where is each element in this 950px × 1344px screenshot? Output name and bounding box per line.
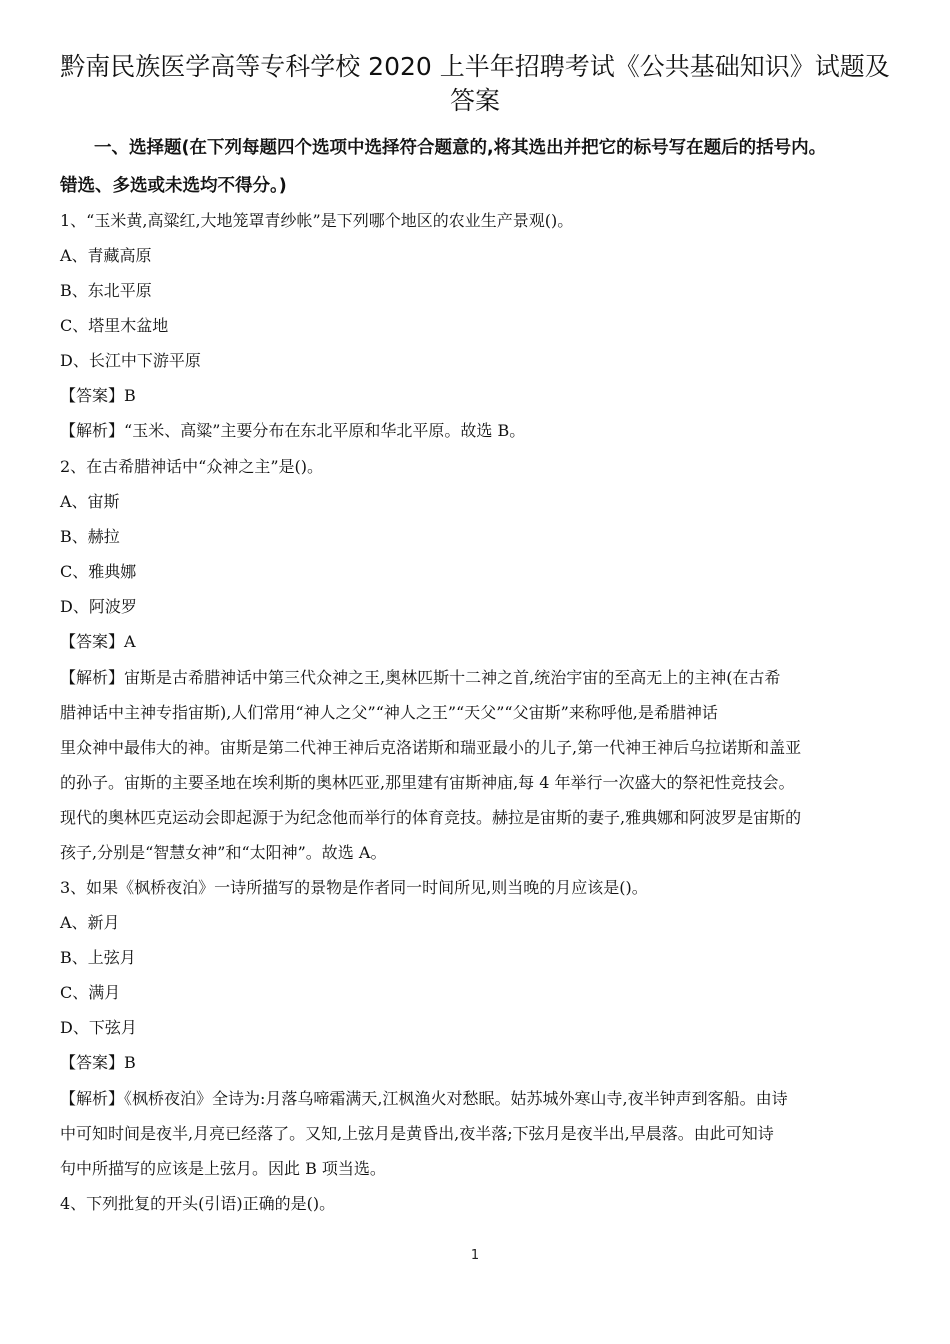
analysis-row: 【解析】宙斯是古希腊神话中第三代众神之王,奥林匹斯十二神之首,统治宇宙的至高无上的主神(在古希 bbox=[60, 668, 781, 687]
question-3-answer bbox=[60, 1052, 900, 1074]
section-heading-line-2: 错选、多选或未选均不得分。) bbox=[60, 176, 287, 196]
question-3-option-c: C、满月 bbox=[60, 983, 121, 1002]
question-2-analysis bbox=[60, 660, 902, 870]
question-1-answer bbox=[60, 385, 900, 407]
title-line-2: 答案 bbox=[449, 86, 500, 115]
answer-value: B bbox=[124, 386, 136, 405]
answer-value: B bbox=[124, 1053, 136, 1072]
question-3-option-d: D、下弦月 bbox=[60, 1018, 137, 1037]
title-line-1: 黔南民族医学高等专科学校 2020 上半年招聘考试《公共基础知识》试题及 bbox=[60, 52, 890, 81]
analysis-row: 【解析】《枫桥夜泊》全诗为:月落乌啼霜满天,江枫渔火对愁眠。姑苏城外寒山寺,夜半钟声到客船。由诗 bbox=[60, 1089, 788, 1108]
question-3-option-a: A、新月 bbox=[60, 913, 120, 932]
section-heading bbox=[60, 131, 900, 165]
analysis-row: 现代的奥林匹克运动会即起源于为纪念他而举行的体育竞技。赫拉是宙斯的妻子,雅典娜和阿波罗是宙斯的 bbox=[60, 808, 802, 827]
question-1-option-a: A、青藏高原 bbox=[60, 246, 152, 265]
analysis-row: 里众神中最伟大的神。宙斯是第二代神王神后克洛诺斯和瑞亚最小的儿子,第一代神王神后乌拉诺斯和盖亚 bbox=[60, 738, 802, 757]
question-4-stem: 4、下列批复的开头(引语)正确的是()。 bbox=[60, 1194, 336, 1213]
question-3-stem: 3、如果《枫桥夜泊》一诗所描写的景物是作者同一时间所见,则当晚的月应该是()。 bbox=[60, 878, 648, 897]
question-2-option-a: A、宙斯 bbox=[60, 492, 120, 511]
question-1-option-b: B、东北平原 bbox=[60, 281, 152, 300]
analysis-row: 句中所描写的应该是上弦月。因此 B 项当选。 bbox=[60, 1159, 386, 1178]
question-1-stem: 1、“玉米黄,高粱红,大地笼罩青纱帐”是下列哪个地区的农业生产景观()。 bbox=[60, 211, 574, 230]
analysis-row: 中可知时间是夜半,月亮已经落了。又知,上弦月是黄昏出,夜半落;下弦月是夜半出,早晨落。由此可知诗 bbox=[60, 1124, 774, 1143]
question-1-analysis bbox=[60, 420, 900, 442]
page-number: 1 bbox=[470, 1248, 480, 1263]
analysis-row: 腊神话中主神专指宙斯),人们常用“神人之父”“神人之王”“天父”“父宙斯”来称呼他,是希腊神话 bbox=[60, 703, 718, 722]
question-1-option-c: C、塔里木盆地 bbox=[60, 316, 169, 335]
answer-label: 【答案】 bbox=[60, 386, 125, 405]
analysis-row: 的孙子。宙斯的主要圣地在埃利斯的奥林匹亚,那里建有宙斯神庙,每 4 年举行一次盛大的祭祀性竞技会。 bbox=[60, 773, 795, 792]
analysis-text: “玉米、高粱”主要分布在东北平原和华北平原。故选 B。 bbox=[124, 421, 526, 440]
question-3-option-b: B、上弦月 bbox=[60, 948, 136, 967]
document-title bbox=[40, 50, 910, 118]
analysis-label: 【解析】 bbox=[60, 668, 125, 687]
analysis-row: 孩子,分别是“智慧女神”和“太阳神”。故选 A。 bbox=[60, 843, 387, 862]
answer-label: 【答案】 bbox=[60, 1053, 125, 1072]
section-heading-line-1: 一、选择题(在下列每题四个选项中选择符合题意的,将其选出并把它的标号写在题后的括号内。 bbox=[94, 138, 827, 158]
analysis-label: 【解析】 bbox=[60, 1089, 125, 1108]
question-2-answer bbox=[60, 631, 900, 653]
question-2-option-c: C、雅典娜 bbox=[60, 562, 137, 581]
question-2-option-b: B、赫拉 bbox=[60, 527, 120, 546]
question-2-stem: 2、在古希腊神话中“众神之主”是()。 bbox=[60, 457, 324, 476]
section-heading-cont bbox=[60, 169, 900, 203]
question-1-option-d: D、长江中下游平原 bbox=[60, 351, 201, 370]
question-3-analysis bbox=[60, 1081, 902, 1186]
question-2-option-d: D、阿波罗 bbox=[60, 597, 137, 616]
answer-value: A bbox=[124, 632, 136, 651]
analysis-label: 【解析】 bbox=[60, 421, 125, 440]
answer-label: 【答案】 bbox=[60, 632, 125, 651]
